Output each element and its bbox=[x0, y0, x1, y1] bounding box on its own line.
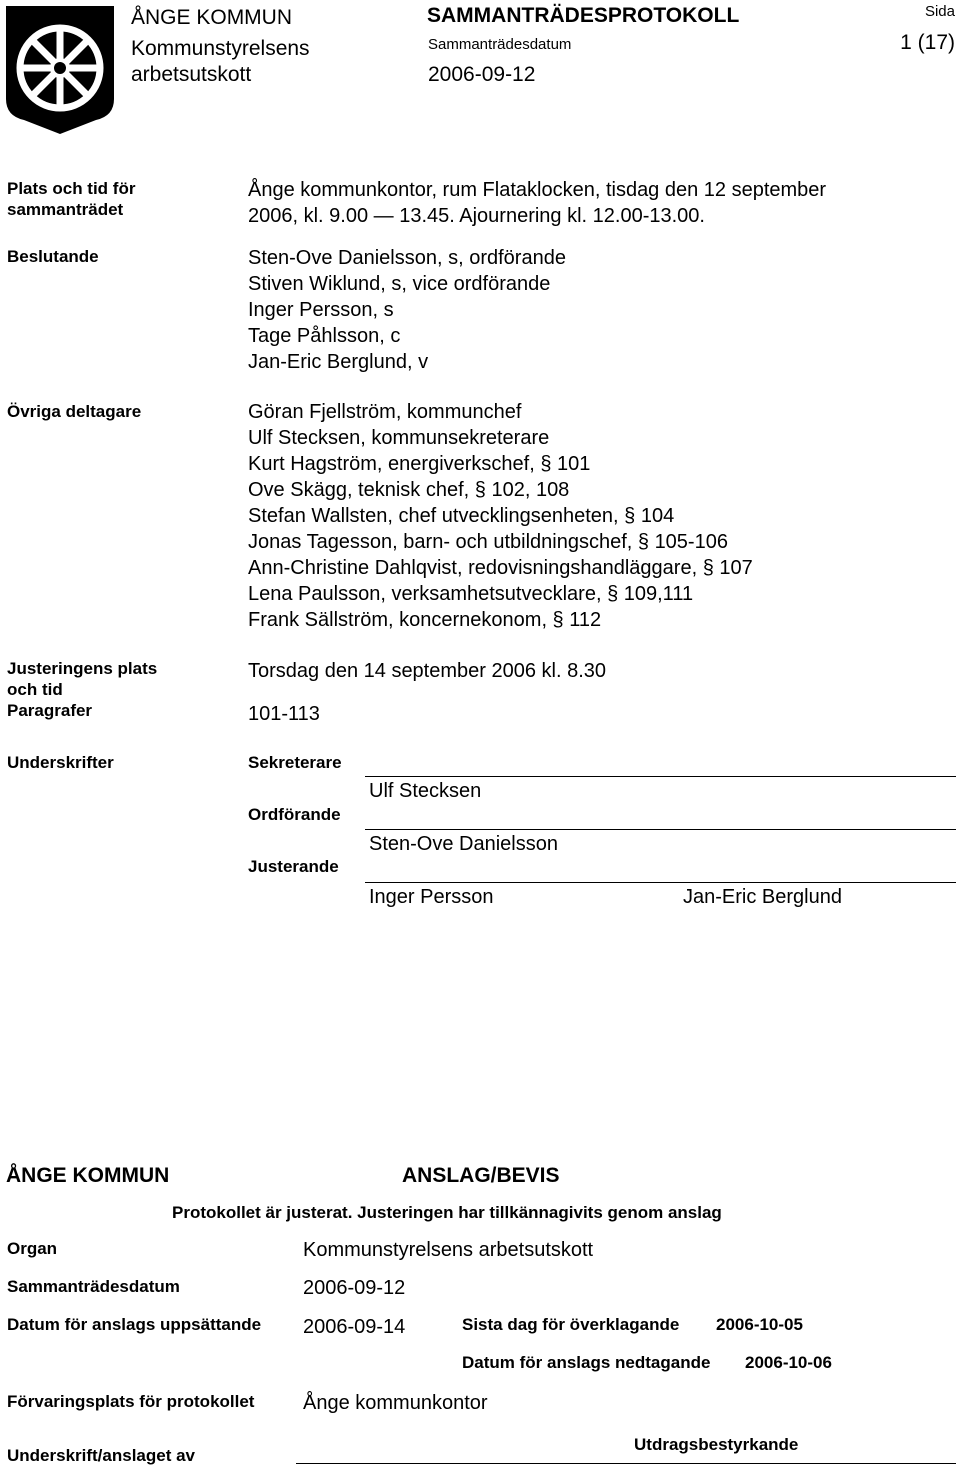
page-label: Sida bbox=[924, 3, 955, 20]
paragraphs-value: 101-113 bbox=[248, 703, 320, 725]
list-item: Jonas Tagesson, barn- och utbildningschef, § 105-106 bbox=[248, 531, 728, 553]
notice-signature-label: Underskrift/anslaget av bbox=[7, 1446, 196, 1465]
meeting-date-label: Sammanträdesdatum bbox=[428, 36, 572, 53]
notice-signature-line bbox=[296, 1463, 956, 1464]
list-item: Göran Fjellström, kommunchef bbox=[248, 401, 522, 423]
others-list bbox=[248, 399, 753, 633]
removed-date-label: Datum för anslags nedtagande bbox=[462, 1353, 711, 1372]
header-body-line1: Kommunstyrelsens bbox=[131, 37, 310, 60]
place-value-line2: 2006, kl. 9.00 — 13.45. Ajournering kl. 12.00-13.00. bbox=[248, 205, 705, 227]
organ-value: Kommunstyrelsens arbetsutskott bbox=[303, 1239, 594, 1261]
notice-statement: Protokollet är justerat. Justeringen har tillkännagivits genom anslag bbox=[172, 1203, 722, 1222]
municipality-logo bbox=[4, 4, 116, 136]
others-label: Övriga deltagare bbox=[7, 402, 142, 421]
adjust-label-line2: och tid bbox=[7, 680, 63, 699]
appeal-date-label: Sista dag för överklagande bbox=[462, 1315, 680, 1334]
adjuster2-name: Jan-Eric Berglund bbox=[683, 886, 842, 908]
adjust-value: Torsdag den 14 september 2006 kl. 8.30 bbox=[248, 660, 607, 682]
list-item: Ove Skägg, teknisk chef, § 102, 108 bbox=[248, 479, 570, 501]
chair-signature-line bbox=[365, 829, 956, 830]
storage-label: Förvaringsplats för protokollet bbox=[7, 1392, 255, 1411]
storage-value: Ånge kommunkontor bbox=[303, 1392, 488, 1414]
document-title: SAMMANTRÄDESPROTOKOLL bbox=[427, 4, 740, 27]
meeting-date-value: 2006-09-12 bbox=[428, 63, 536, 86]
secretary-name: Ulf Stecksen bbox=[369, 780, 482, 802]
adjuster1-name: Inger Persson bbox=[369, 886, 494, 908]
list-item: Jan-Eric Berglund, v bbox=[248, 351, 429, 373]
adjust-label-line1: Justeringens plats bbox=[7, 659, 158, 678]
header-org: ÅNGE KOMMUN bbox=[131, 6, 293, 29]
removed-date-value: 2006-10-06 bbox=[745, 1353, 832, 1372]
adjuster-signature-line bbox=[365, 882, 956, 883]
list-item: Kurt Hagström, energiverkschef, § 101 bbox=[248, 453, 591, 475]
extract-label: Utdragsbestyrkande bbox=[634, 1435, 799, 1454]
header-body-line2: arbetsutskott bbox=[131, 63, 252, 86]
chair-label: Ordförande bbox=[248, 805, 341, 824]
secretary-signature-line bbox=[365, 776, 956, 777]
notice-org: ÅNGE KOMMUN bbox=[6, 1164, 170, 1187]
secretary-label: Sekreterare bbox=[248, 753, 342, 772]
organ-label: Organ bbox=[7, 1239, 58, 1258]
place-label-line1: Plats och tid för bbox=[7, 179, 136, 198]
list-item: Tage Påhlsson, c bbox=[248, 325, 401, 347]
list-item: Lena Paulsson, verksamhetsutvecklare, § 109,111 bbox=[248, 583, 694, 605]
paragraphs-label: Paragrafer bbox=[7, 701, 93, 720]
chair-name: Sten-Ove Danielsson bbox=[369, 833, 558, 855]
appeal-date-value: 2006-10-05 bbox=[716, 1315, 803, 1334]
place-label-line2: sammanträdet bbox=[7, 200, 124, 219]
list-item: Ulf Stecksen, kommunsekreterare bbox=[248, 427, 550, 449]
place-value-line1: Ånge kommunkontor, rum Flataklocken, tisdag den 12 september bbox=[248, 179, 827, 201]
signatures-label: Underskrifter bbox=[7, 753, 114, 772]
posted-date-value: 2006-09-14 bbox=[303, 1316, 406, 1338]
list-item: Sten-Ove Danielsson, s, ordförande bbox=[248, 247, 566, 269]
list-item: Inger Persson, s bbox=[248, 299, 394, 321]
deciding-label: Beslutande bbox=[7, 247, 99, 266]
list-item: Stefan Wallsten, chef utvecklingsenheten, § 104 bbox=[248, 505, 675, 527]
list-item: Stiven Wiklund, s, vice ordförande bbox=[248, 273, 551, 295]
adjuster-label: Justerande bbox=[248, 857, 339, 876]
notice-date-label: Sammanträdesdatum bbox=[7, 1277, 180, 1296]
page-number: 1 (17) bbox=[900, 31, 955, 54]
deciding-list bbox=[248, 245, 566, 375]
list-item: Frank Sällström, koncernekonom, § 112 bbox=[248, 609, 602, 631]
list-item: Ann-Christine Dahlqvist, redovisningshandläggare, § 107 bbox=[248, 557, 753, 579]
posted-date-label: Datum för anslags uppsättande bbox=[7, 1315, 262, 1334]
notice-title: ANSLAG/BEVIS bbox=[402, 1164, 560, 1187]
notice-date-value: 2006-09-12 bbox=[303, 1277, 406, 1299]
